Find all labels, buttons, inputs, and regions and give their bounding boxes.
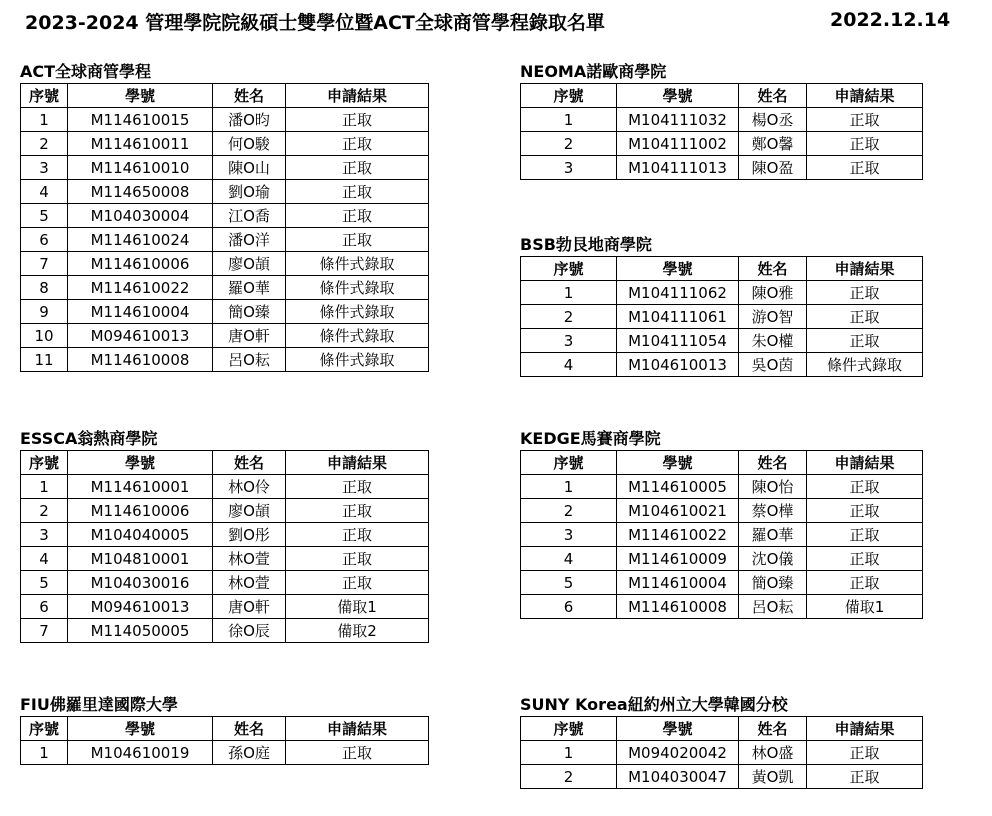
cell-seq: 3 — [521, 329, 617, 353]
table-row — [521, 475, 923, 499]
cell-student-id: M104040005 — [68, 523, 213, 547]
table-row — [21, 132, 429, 156]
cell-name: 何O駿 — [213, 132, 286, 156]
section-title: ESSCA翁熱商學院 — [20, 429, 158, 448]
header-name: 姓名 — [739, 84, 807, 108]
cell-seq: 1 — [521, 108, 617, 132]
cell-result: 正取 — [807, 281, 923, 305]
cell-result: 正取 — [286, 108, 429, 132]
cell-result: 正取 — [807, 108, 923, 132]
table-header-row — [521, 451, 923, 475]
document-date: 2022.12.14 — [830, 9, 951, 31]
cell-seq: 6 — [21, 595, 68, 619]
cell-result: 正取 — [286, 741, 429, 765]
table-row — [21, 156, 429, 180]
cell-seq: 5 — [21, 571, 68, 595]
cell-name: 潘O洋 — [213, 228, 286, 252]
section-fiu — [20, 694, 429, 765]
table-row — [521, 595, 923, 619]
cell-result: 正取 — [286, 523, 429, 547]
cell-student-id: M104111062 — [617, 281, 739, 305]
admission-table — [20, 716, 429, 765]
cell-student-id: M104111002 — [617, 132, 739, 156]
table-row — [521, 765, 923, 789]
section-title: NEOMA諾歐商學院 — [520, 62, 667, 81]
cell-name: 鄭O馨 — [739, 132, 807, 156]
cell-name: 呂O耘 — [213, 348, 286, 372]
section-kedge — [520, 428, 923, 619]
cell-seq: 2 — [521, 305, 617, 329]
cell-name: 劉O瑜 — [213, 180, 286, 204]
cell-student-id: M094610013 — [68, 324, 213, 348]
cell-name: 游O智 — [739, 305, 807, 329]
cell-result: 正取 — [286, 571, 429, 595]
cell-student-id: M114610022 — [68, 276, 213, 300]
section-title: KEDGE馬賽商學院 — [520, 429, 661, 448]
cell-student-id: M114610009 — [617, 547, 739, 571]
section-suny-korea — [520, 694, 923, 789]
cell-seq: 4 — [521, 547, 617, 571]
header-seq: 序號 — [521, 717, 617, 741]
cell-seq: 2 — [521, 499, 617, 523]
table-row — [21, 348, 429, 372]
table-row — [521, 132, 923, 156]
cell-result: 正取 — [807, 475, 923, 499]
cell-seq: 3 — [521, 523, 617, 547]
header-result: 申請結果 — [286, 84, 429, 108]
header-result: 申請結果 — [807, 84, 923, 108]
cell-result: 條件式錄取 — [286, 348, 429, 372]
cell-student-id: M094020042 — [617, 741, 739, 765]
cell-name: 潘O昀 — [213, 108, 286, 132]
table-row — [21, 276, 429, 300]
table-row — [21, 324, 429, 348]
cell-student-id: M104610013 — [617, 353, 739, 377]
cell-result: 正取 — [286, 132, 429, 156]
cell-student-id: M114050005 — [68, 619, 213, 643]
table-row — [521, 305, 923, 329]
cell-seq: 5 — [521, 571, 617, 595]
cell-seq: 4 — [21, 547, 68, 571]
cell-name: 陳O怡 — [739, 475, 807, 499]
table-row — [21, 619, 429, 643]
cell-student-id: M114610008 — [617, 595, 739, 619]
table-header-row — [521, 84, 923, 108]
cell-name: 羅O華 — [739, 523, 807, 547]
table-row — [521, 523, 923, 547]
section-essca — [20, 428, 429, 643]
cell-result: 正取 — [286, 475, 429, 499]
cell-seq: 1 — [21, 108, 68, 132]
table-row — [521, 547, 923, 571]
cell-name: 簡O臻 — [213, 300, 286, 324]
header-seq: 序號 — [21, 451, 68, 475]
cell-seq: 11 — [21, 348, 68, 372]
admission-table — [520, 716, 923, 789]
cell-student-id: M104610019 — [68, 741, 213, 765]
cell-result: 正取 — [807, 547, 923, 571]
header-student-id: 學號 — [617, 84, 739, 108]
cell-result: 正取 — [807, 765, 923, 789]
cell-name: 唐O軒 — [213, 595, 286, 619]
header-student-id: 學號 — [617, 451, 739, 475]
cell-student-id: M104030016 — [68, 571, 213, 595]
cell-result: 條件式錄取 — [286, 300, 429, 324]
cell-student-id: M104610021 — [617, 499, 739, 523]
header-seq: 序號 — [521, 257, 617, 281]
table-header-row — [21, 451, 429, 475]
header-name: 姓名 — [739, 257, 807, 281]
cell-student-id: M114610024 — [68, 228, 213, 252]
cell-name: 徐O辰 — [213, 619, 286, 643]
header-student-id: 學號 — [68, 84, 213, 108]
table-row — [21, 252, 429, 276]
cell-result: 正取 — [286, 228, 429, 252]
cell-result: 正取 — [286, 204, 429, 228]
cell-name: 江O喬 — [213, 204, 286, 228]
cell-seq: 2 — [521, 132, 617, 156]
table-row — [21, 595, 429, 619]
cell-name: 朱O權 — [739, 329, 807, 353]
cell-name: 楊O丞 — [739, 108, 807, 132]
cell-student-id: M104111061 — [617, 305, 739, 329]
cell-result: 正取 — [807, 305, 923, 329]
cell-student-id: M114610004 — [617, 571, 739, 595]
cell-student-id: M104030047 — [617, 765, 739, 789]
table-row — [521, 741, 923, 765]
cell-result: 正取 — [807, 523, 923, 547]
cell-student-id: M114610005 — [617, 475, 739, 499]
cell-student-id: M114650008 — [68, 180, 213, 204]
cell-student-id: M114610022 — [617, 523, 739, 547]
cell-seq: 7 — [21, 252, 68, 276]
cell-name: 廖O頡 — [213, 252, 286, 276]
cell-student-id: M114610008 — [68, 348, 213, 372]
header-name: 姓名 — [213, 451, 286, 475]
cell-student-id: M094610013 — [68, 595, 213, 619]
header-seq: 序號 — [21, 717, 68, 741]
cell-seq: 1 — [21, 741, 68, 765]
header-name: 姓名 — [739, 451, 807, 475]
cell-seq: 2 — [21, 499, 68, 523]
header-student-id: 學號 — [617, 717, 739, 741]
table-row — [21, 571, 429, 595]
cell-name: 林O萱 — [213, 547, 286, 571]
cell-seq: 3 — [21, 156, 68, 180]
section-act — [20, 61, 429, 372]
cell-name: 沈O儀 — [739, 547, 807, 571]
admission-table — [520, 83, 923, 180]
cell-student-id: M114610001 — [68, 475, 213, 499]
cell-student-id: M104111032 — [617, 108, 739, 132]
cell-result: 條件式錄取 — [286, 252, 429, 276]
cell-result: 正取 — [286, 547, 429, 571]
cell-seq: 3 — [21, 523, 68, 547]
header-name: 姓名 — [213, 84, 286, 108]
table-row — [521, 156, 923, 180]
table-row — [21, 523, 429, 547]
table-row — [521, 281, 923, 305]
header-result: 申請結果 — [807, 451, 923, 475]
cell-name: 陳O盈 — [739, 156, 807, 180]
header-result: 申請結果 — [286, 717, 429, 741]
table-header-row — [21, 84, 429, 108]
cell-name: 呂O耘 — [739, 595, 807, 619]
cell-seq: 1 — [521, 281, 617, 305]
header-result: 申請結果 — [807, 717, 923, 741]
cell-seq: 8 — [21, 276, 68, 300]
cell-student-id: M114610004 — [68, 300, 213, 324]
table-row — [21, 108, 429, 132]
table-row — [521, 499, 923, 523]
table-row — [21, 204, 429, 228]
cell-result: 條件式錄取 — [807, 353, 923, 377]
cell-seq: 4 — [21, 180, 68, 204]
cell-seq: 10 — [21, 324, 68, 348]
table-row — [21, 741, 429, 765]
table-row — [21, 180, 429, 204]
cell-seq: 9 — [21, 300, 68, 324]
section-neoma — [520, 61, 923, 180]
cell-name: 林O盛 — [739, 741, 807, 765]
table-header-row — [21, 717, 429, 741]
section-bsb — [520, 234, 923, 377]
header-student-id: 學號 — [68, 451, 213, 475]
cell-student-id: M104030004 — [68, 204, 213, 228]
cell-seq: 4 — [521, 353, 617, 377]
header-name: 姓名 — [739, 717, 807, 741]
cell-seq: 1 — [21, 475, 68, 499]
cell-result: 備取1 — [286, 595, 429, 619]
header-seq: 序號 — [521, 451, 617, 475]
table-row — [521, 108, 923, 132]
cell-result: 正取 — [807, 499, 923, 523]
cell-seq: 6 — [21, 228, 68, 252]
cell-result: 正取 — [286, 180, 429, 204]
cell-name: 陳O山 — [213, 156, 286, 180]
cell-result: 備取1 — [807, 595, 923, 619]
cell-seq: 7 — [21, 619, 68, 643]
cell-name: 簡O臻 — [739, 571, 807, 595]
table-row — [521, 329, 923, 353]
cell-name: 吳O茵 — [739, 353, 807, 377]
cell-seq: 5 — [21, 204, 68, 228]
cell-result: 正取 — [286, 156, 429, 180]
cell-result: 備取2 — [286, 619, 429, 643]
cell-result: 條件式錄取 — [286, 324, 429, 348]
section-title: FIU佛羅里達國際大學 — [20, 695, 178, 714]
cell-name: 陳O雅 — [739, 281, 807, 305]
cell-name: 廖O頡 — [213, 499, 286, 523]
cell-name: 孫O庭 — [213, 741, 286, 765]
table-row — [21, 475, 429, 499]
admission-table — [520, 450, 923, 619]
cell-name: 蔡O樺 — [739, 499, 807, 523]
cell-result: 正取 — [807, 132, 923, 156]
table-header-row — [521, 257, 923, 281]
cell-name: 唐O軒 — [213, 324, 286, 348]
table-row — [21, 547, 429, 571]
document-title: 2023-2024 管理學院院級碩士雙學位暨ACT全球商管學程錄取名單 — [25, 12, 605, 34]
cell-student-id: M104810001 — [68, 547, 213, 571]
cell-result: 正取 — [807, 156, 923, 180]
section-title: ACT全球商管學程 — [20, 62, 152, 81]
cell-name: 林O伶 — [213, 475, 286, 499]
admission-table — [520, 256, 923, 377]
header-result: 申請結果 — [807, 257, 923, 281]
header-student-id: 學號 — [68, 717, 213, 741]
cell-name: 林O萱 — [213, 571, 286, 595]
table-row — [21, 228, 429, 252]
cell-student-id: M114610015 — [68, 108, 213, 132]
header-result: 申請結果 — [286, 451, 429, 475]
cell-result: 正取 — [807, 329, 923, 353]
header-seq: 序號 — [521, 84, 617, 108]
admission-table — [20, 450, 429, 643]
section-title: BSB勃艮地商學院 — [520, 235, 652, 254]
cell-seq: 2 — [521, 765, 617, 789]
cell-student-id: M114610006 — [68, 499, 213, 523]
cell-seq: 6 — [521, 595, 617, 619]
cell-student-id: M104111013 — [617, 156, 739, 180]
table-row — [521, 353, 923, 377]
admission-table — [20, 83, 429, 372]
table-row — [21, 499, 429, 523]
cell-name: 劉O彤 — [213, 523, 286, 547]
cell-name: 黃O凱 — [739, 765, 807, 789]
header-student-id: 學號 — [617, 257, 739, 281]
table-row — [21, 300, 429, 324]
header-seq: 序號 — [21, 84, 68, 108]
cell-seq: 1 — [521, 741, 617, 765]
cell-result: 正取 — [807, 571, 923, 595]
table-row — [521, 571, 923, 595]
cell-result: 正取 — [807, 741, 923, 765]
cell-seq: 2 — [21, 132, 68, 156]
cell-student-id: M114610010 — [68, 156, 213, 180]
cell-student-id: M114610006 — [68, 252, 213, 276]
cell-result: 條件式錄取 — [286, 276, 429, 300]
cell-result: 正取 — [286, 499, 429, 523]
cell-name: 羅O華 — [213, 276, 286, 300]
table-header-row — [521, 717, 923, 741]
header-name: 姓名 — [213, 717, 286, 741]
cell-seq: 1 — [521, 475, 617, 499]
cell-student-id: M104111054 — [617, 329, 739, 353]
cell-student-id: M114610011 — [68, 132, 213, 156]
section-title: SUNY Korea紐約州立大學韓國分校 — [520, 695, 788, 714]
cell-seq: 3 — [521, 156, 617, 180]
